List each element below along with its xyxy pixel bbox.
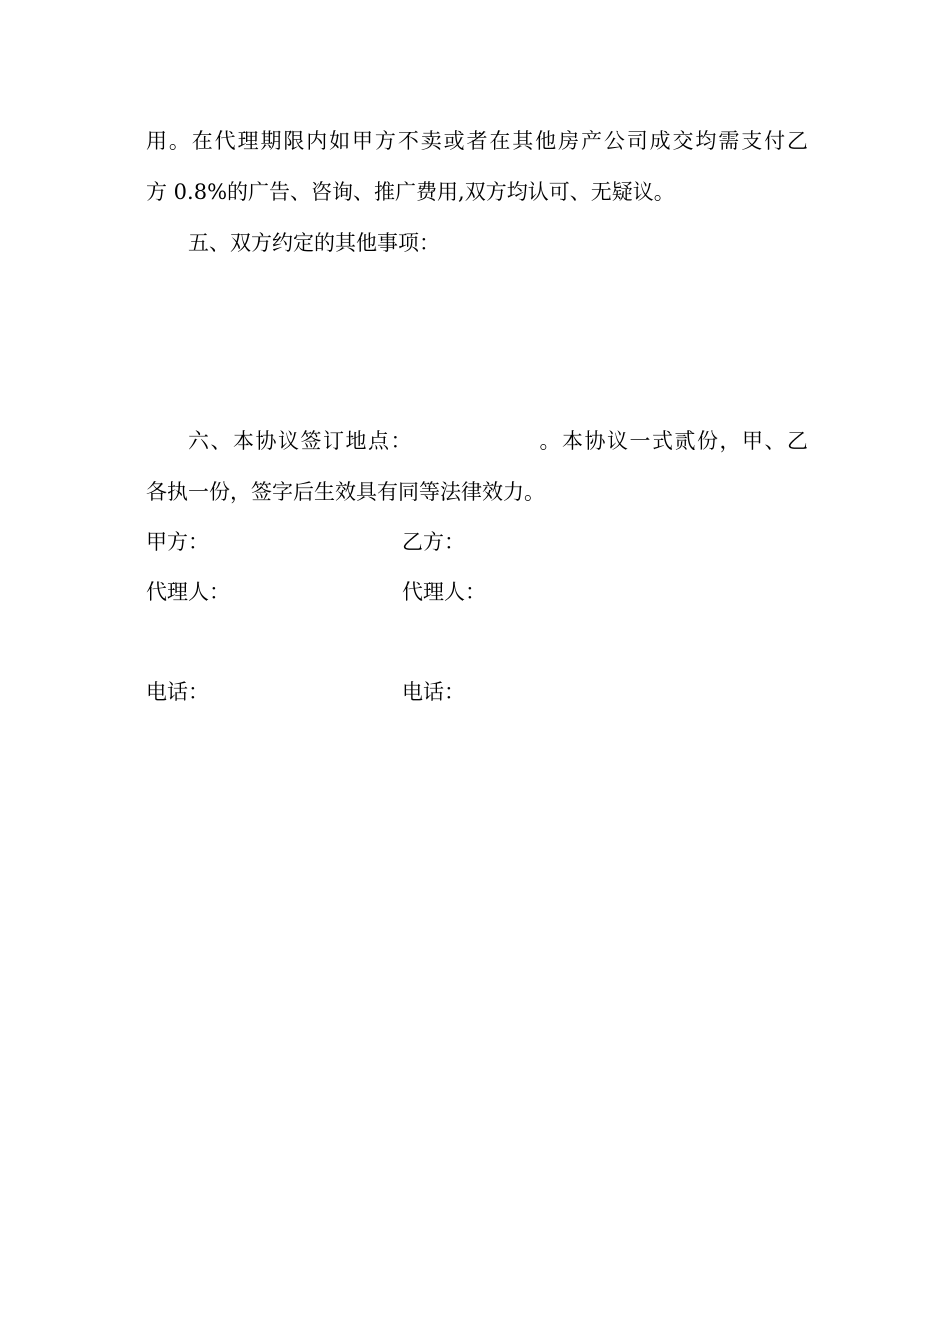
party-b-label: 乙方：: [402, 530, 465, 554]
paragraph-4-line-2: 方 0.8%的广告、咨询、推广费用,双方均认可、无疑议。: [146, 180, 675, 204]
agent-a-label: 代理人：: [146, 580, 230, 604]
phone-b-label: 电话：: [402, 680, 465, 704]
agent-b-label: 代理人：: [402, 580, 486, 604]
section-6-location-label: 六、本协议签订地点：: [188, 429, 413, 453]
party-a-label: 甲方：: [146, 530, 209, 554]
phone-a-label: 电话：: [146, 680, 209, 704]
section-6-copies-text: 。本协议一式贰份，甲、乙: [538, 429, 808, 453]
section-6-line-2: 各执一份，签字后生效具有同等法律效力。: [146, 480, 545, 504]
paragraph-4-line-1: 用。在代理期限内如甲方不卖或者在其他房产公司成交均需支付乙: [146, 129, 808, 153]
section-5-heading: 五、双方约定的其他事项：: [188, 231, 440, 255]
section-6-line-1: [188, 427, 808, 455]
